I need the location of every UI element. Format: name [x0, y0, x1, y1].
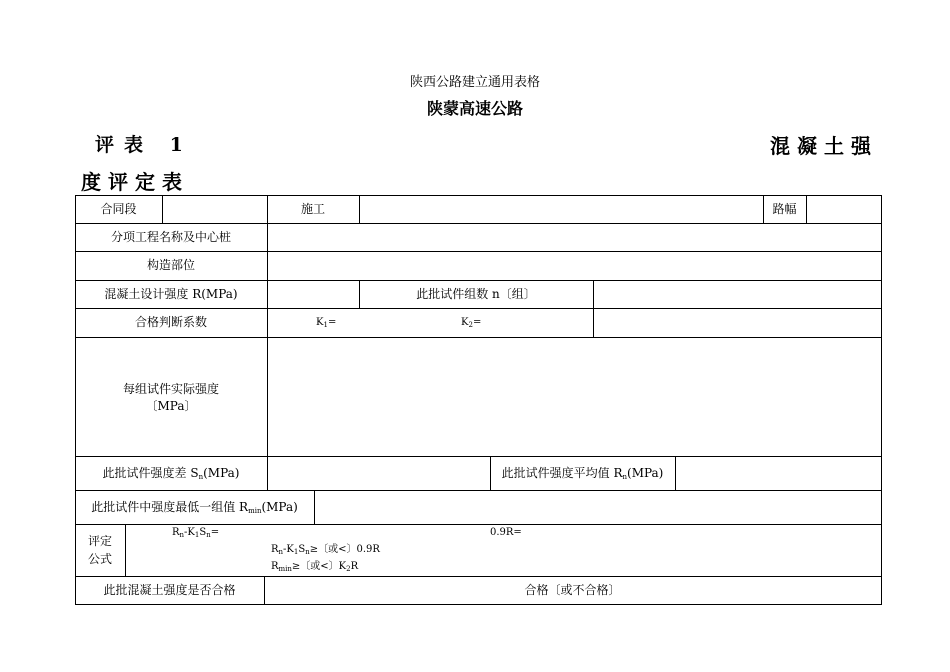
- min-strength-label: 此批试件中强度最低一组值 $R_{min}(MPa)$: [91, 500, 298, 515]
- average-strength-label: 此批试件强度平均值 $R_n(MPa)$: [501, 466, 664, 481]
- construction-label: 施工: [300, 202, 325, 216]
- formula-label-2: 公式: [87, 552, 112, 566]
- road-width-label: 路幅: [772, 202, 797, 216]
- std-dev-label: 此批试件强度差 $S_n(MPa)$: [102, 466, 240, 481]
- formula-label-1: 评定: [87, 534, 112, 548]
- formula-line-2: $R_n-K_1S_n\ge$〔或<〕0.9R: [271, 544, 380, 556]
- k2-label: $K_2=$: [461, 317, 482, 329]
- form-number: 评表 1: [95, 134, 193, 156]
- qualified-value: 合格〔或不合格〕: [524, 583, 621, 597]
- form-title-part2: 度评定表: [81, 170, 189, 194]
- top-title: 陕西公路建立通用表格: [409, 75, 540, 90]
- formula-line-3: $R_{min}\ge$〔或<〕$K_2R$: [271, 561, 359, 573]
- structure-part-label: 构造部位: [146, 258, 195, 272]
- design-strength-label: 混凝土设计强度 R(MPa): [104, 287, 238, 301]
- batch-groups-label: 此批试件组数 n〔组〕: [416, 287, 536, 301]
- item-name-label: 分项工程名称及中心桩: [110, 230, 231, 244]
- formula-line-1: $R_n-K_1S_n=$: [172, 527, 220, 539]
- judgment-coef-label: 合格判断系数: [134, 315, 207, 329]
- actual-strength-unit: 〔MPa〕: [145, 399, 197, 413]
- is-qualified-label: 此批混凝土强度是否合格: [103, 583, 236, 597]
- main-title: 陕蒙高速公路: [426, 99, 523, 118]
- formula-09r: 0.9R=: [490, 527, 522, 538]
- k1-label: $K_1=$: [316, 317, 337, 329]
- evaluation-table: [75, 195, 882, 605]
- contract-section-label: 合同段: [100, 202, 137, 216]
- form-title-part1: 混凝土强: [770, 134, 878, 158]
- actual-strength-label: 每组试件实际强度: [122, 382, 219, 396]
